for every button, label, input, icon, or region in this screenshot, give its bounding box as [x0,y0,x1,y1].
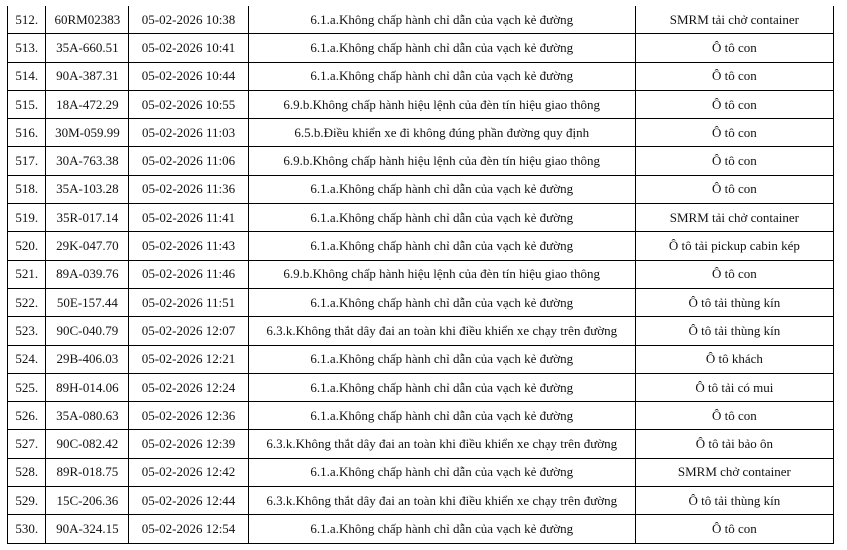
violation-description: 6.5.b.Điều khiển xe đi không đúng phần đường quy định [248,119,635,147]
table-row [8,6,834,34]
violation-time: 05-02-2026 11:36 [129,175,248,203]
violation-description: 6.1.a.Không chấp hành chỉ dẫn của vạch kẻ đường [248,373,635,401]
table-row [8,515,834,543]
violation-time: 05-02-2026 12:24 [129,373,248,401]
violation-description: 6.9.b.Không chấp hành hiệu lệnh của đèn tín hiệu giao thông [248,147,635,175]
license-plate: 89R-018.75 [46,458,129,486]
vehicle-type: Ô tô tải thùng kín [635,317,833,345]
row-number: 513. [8,34,46,62]
violation-description: 6.3.k.Không thắt dây đai an toàn khi điều khiển xe chạy trên đường [248,487,635,515]
violation-time: 05-02-2026 11:51 [129,288,248,316]
violation-description: 6.1.a.Không chấp hành chỉ dẫn của vạch kẻ đường [248,345,635,373]
row-number: 528. [8,458,46,486]
vehicle-type: SMRM tải chở container [635,204,833,232]
table-row [8,260,834,288]
license-plate: 35A-080.63 [46,402,129,430]
license-plate: 35A-660.51 [46,34,129,62]
violation-time: 05-02-2026 12:39 [129,430,248,458]
license-plate: 60RM02383 [46,6,129,34]
license-plate: 35A-103.28 [46,175,129,203]
table-row [8,288,834,316]
violation-time: 05-02-2026 11:43 [129,232,248,260]
license-plate: 29B-406.03 [46,345,129,373]
table-row [8,430,834,458]
violation-time: 05-02-2026 10:38 [129,6,248,34]
table-row [8,147,834,175]
table-row [8,34,834,62]
license-plate: 30A-763.38 [46,147,129,175]
violation-time: 05-02-2026 12:44 [129,487,248,515]
license-plate: 89H-014.06 [46,373,129,401]
violation-time: 05-02-2026 12:36 [129,402,248,430]
vehicle-type: Ô tô con [635,175,833,203]
violation-description: 6.3.k.Không thắt dây đai an toàn khi điều khiển xe chạy trên đường [248,430,635,458]
violation-description: 6.1.a.Không chấp hành chỉ dẫn của vạch kẻ đường [248,204,635,232]
vehicle-type: Ô tô tải có mui [635,373,833,401]
license-plate: 50E-157.44 [46,288,129,316]
table-row [8,204,834,232]
license-plate: 90C-082.42 [46,430,129,458]
violation-description: 6.1.a.Không chấp hành chỉ dẫn của vạch kẻ đường [248,288,635,316]
license-plate: 18A-472.29 [46,90,129,118]
vehicle-type: Ô tô con [635,119,833,147]
table-row [8,175,834,203]
row-number: 519. [8,204,46,232]
violations-table-body [8,6,834,543]
license-plate: 29K-047.70 [46,232,129,260]
row-number: 530. [8,515,46,543]
row-number: 516. [8,119,46,147]
license-plate: 90A-324.15 [46,515,129,543]
row-number: 526. [8,402,46,430]
table-row [8,317,834,345]
table-row [8,487,834,515]
vehicle-type: Ô tô con [635,34,833,62]
row-number: 512. [8,6,46,34]
violation-description: 6.1.a.Không chấp hành chỉ dẫn của vạch kẻ đường [248,232,635,260]
violation-time: 05-02-2026 10:55 [129,90,248,118]
vehicle-type: Ô tô khách [635,345,833,373]
license-plate: 89A-039.76 [46,260,129,288]
table-row [8,345,834,373]
row-number: 527. [8,430,46,458]
license-plate: 15C-206.36 [46,487,129,515]
violation-description: 6.3.k.Không thắt dây đai an toàn khi điều khiển xe chạy trên đường [248,317,635,345]
violations-table [7,6,834,544]
table-row [8,90,834,118]
row-number: 518. [8,175,46,203]
row-number: 514. [8,62,46,90]
row-number: 515. [8,90,46,118]
table-row [8,373,834,401]
violation-description: 6.1.a.Không chấp hành chỉ dẫn của vạch kẻ đường [248,402,635,430]
vehicle-type: Ô tô tải bảo ôn [635,430,833,458]
violation-time: 05-02-2026 12:21 [129,345,248,373]
vehicle-type: Ô tô con [635,515,833,543]
violation-time: 05-02-2026 11:46 [129,260,248,288]
violation-description: 6.1.a.Không chấp hành chỉ dẫn của vạch kẻ đường [248,62,635,90]
violation-description: 6.1.a.Không chấp hành chỉ dẫn của vạch kẻ đường [248,175,635,203]
violation-time: 05-02-2026 12:42 [129,458,248,486]
violation-description: 6.1.a.Không chấp hành chỉ dẫn của vạch kẻ đường [248,34,635,62]
vehicle-type: Ô tô con [635,402,833,430]
row-number: 521. [8,260,46,288]
violation-time: 05-02-2026 10:44 [129,62,248,90]
violation-description: 6.1.a.Không chấp hành chỉ dẫn của vạch kẻ đường [248,6,635,34]
row-number: 524. [8,345,46,373]
vehicle-type: SMRM tải chở container [635,6,833,34]
vehicle-type: Ô tô con [635,90,833,118]
vehicle-type: Ô tô con [635,260,833,288]
violation-description: 6.9.b.Không chấp hành hiệu lệnh của đèn tín hiệu giao thông [248,90,635,118]
violation-time: 05-02-2026 11:06 [129,147,248,175]
violation-time: 05-02-2026 10:41 [129,34,248,62]
vehicle-type: Ô tô con [635,147,833,175]
license-plate: 90C-040.79 [46,317,129,345]
violation-time: 05-02-2026 12:54 [129,515,248,543]
vehicle-type: SMRM chở container [635,458,833,486]
license-plate: 90A-387.31 [46,62,129,90]
row-number: 523. [8,317,46,345]
row-number: 520. [8,232,46,260]
vehicle-type: Ô tô tải pickup cabin kép [635,232,833,260]
row-number: 522. [8,288,46,316]
table-row [8,402,834,430]
vehicle-type: Ô tô tải thùng kín [635,487,833,515]
violation-description: 6.1.a.Không chấp hành chỉ dẫn của vạch kẻ đường [248,458,635,486]
table-row [8,119,834,147]
row-number: 517. [8,147,46,175]
violation-time: 05-02-2026 11:03 [129,119,248,147]
table-row [8,232,834,260]
violation-description: 6.1.a.Không chấp hành chỉ dẫn của vạch kẻ đường [248,515,635,543]
violation-time: 05-02-2026 12:07 [129,317,248,345]
table-row [8,62,834,90]
violation-description: 6.9.b.Không chấp hành hiệu lệnh của đèn tín hiệu giao thông [248,260,635,288]
violation-time: 05-02-2026 11:41 [129,204,248,232]
vehicle-type: Ô tô tải thùng kín [635,288,833,316]
license-plate: 35R-017.14 [46,204,129,232]
table-row [8,458,834,486]
vehicle-type: Ô tô con [635,62,833,90]
row-number: 525. [8,373,46,401]
license-plate: 30M-059.99 [46,119,129,147]
row-number: 529. [8,487,46,515]
